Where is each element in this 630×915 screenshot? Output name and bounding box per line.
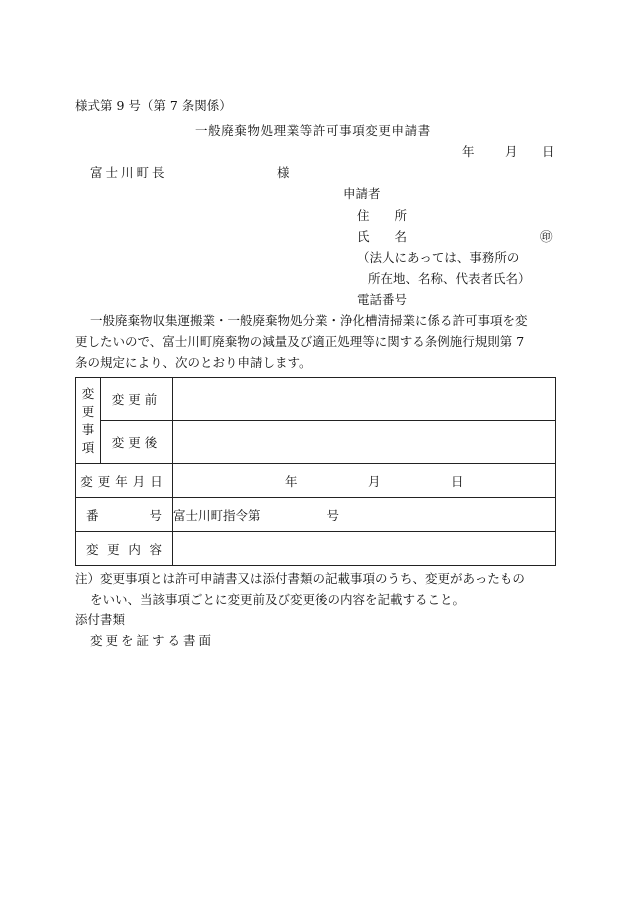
corp-note-line2: 所在地、名称、代表者氏名） (368, 271, 531, 286)
body-text-line2: 更したいので、富士川町廃棄物の減量及び適正処理等に関する条例施行規則第 7 (75, 334, 525, 349)
change-request-table (75, 377, 556, 566)
applicant-heading: 申請者 (343, 186, 381, 201)
form-number: 様式第 9 号（第 7 条関係） (75, 98, 232, 113)
number-suffix: 号 (326, 507, 340, 523)
table-row-content (76, 532, 556, 566)
applicant-name-label: 氏 名 (357, 229, 408, 244)
date-day-label: 日 (542, 144, 555, 159)
change-content-field[interactable] (173, 532, 556, 566)
change-date-field[interactable] (173, 464, 556, 498)
after-change-field[interactable] (173, 421, 556, 464)
before-change-label: 変更前 (101, 378, 173, 421)
change-date-year: 年 (285, 473, 298, 489)
corp-note-line1: （法人にあっては、事務所の (357, 250, 520, 265)
before-change-field[interactable] (173, 378, 556, 421)
change-content-label: 変 更 内 容 (76, 532, 173, 566)
table-row-before (76, 378, 556, 421)
date-year-label: 年 (462, 144, 475, 159)
date-month-label: 月 (505, 144, 518, 159)
note-line2: をいい、当該事項ごとに変更前及び変更後の内容を記載すること。 (90, 592, 466, 607)
addressee-honorific: 様 (277, 165, 290, 180)
number-label: 番 号 (76, 498, 173, 532)
number-field[interactable] (173, 498, 556, 532)
change-date-label: 変更年月日 (76, 464, 173, 498)
change-date-month: 月 (368, 473, 381, 489)
table-row-after (76, 421, 556, 464)
change-items-label: 変 更 事 項 (76, 378, 101, 464)
number-value: 富士川町指令第 (173, 507, 261, 523)
applicant-address-label: 住 所 (357, 208, 408, 223)
body-text-line3: 条の規定により、次のとおり申請します。 (75, 355, 312, 370)
table-row-number (76, 498, 556, 532)
after-change-label: 変更後 (101, 421, 173, 464)
body-text-line1: 一般廃棄物収集運搬業・一般廃棄物処分業・浄化槽清掃業に係る許可事項を変 (90, 313, 528, 328)
addressee-name: 富士川町長 (90, 165, 168, 180)
applicant-phone-label: 電話番号 (357, 292, 408, 307)
table-row-date (76, 464, 556, 498)
attachments-heading: 添付書類 (75, 612, 126, 627)
note-line1: 注）変更事項とは許可申請書又は添付書類の記載事項のうち、変更があったもの (75, 571, 525, 586)
seal-mark: ㊞ (540, 229, 553, 244)
change-date-day: 日 (451, 473, 464, 489)
form-title: 一般廃棄物処理業等許可事項変更申請書 (195, 123, 431, 138)
attachments-item: 変更を証する書面 (90, 633, 215, 648)
